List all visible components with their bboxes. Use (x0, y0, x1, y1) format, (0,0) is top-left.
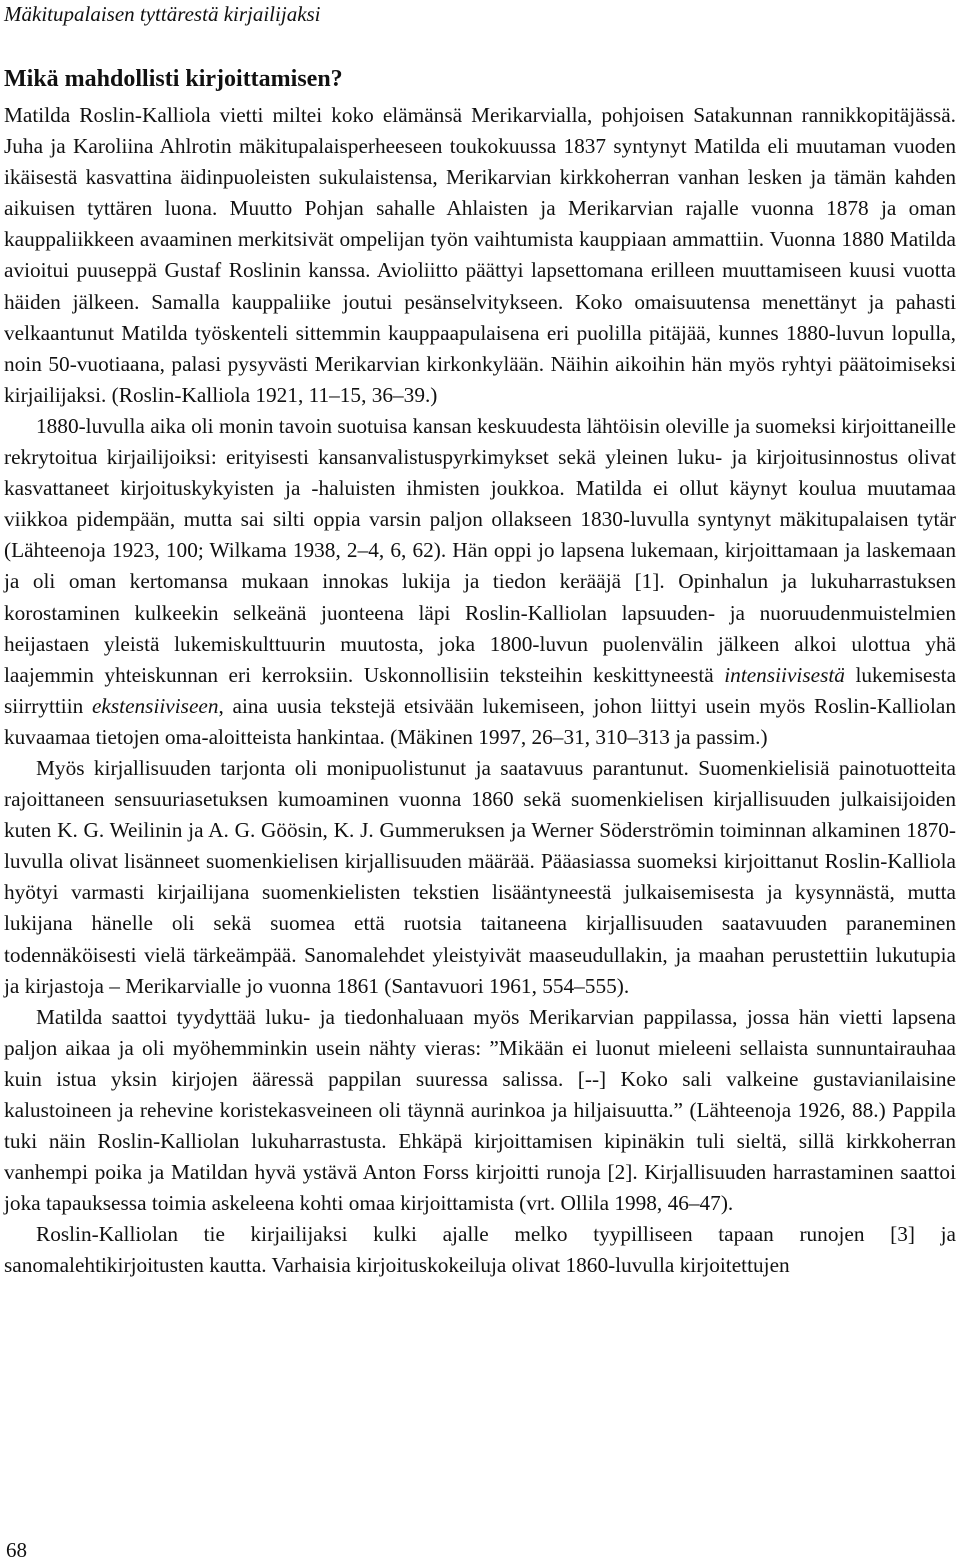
paragraph-1: Matilda Roslin-Kalliola vietti miltei koko elämänsä Merikarvialla, pohjoisen Satakunnan rannikkopitäjässä. Juha ja Karoliina Ahlrotin mäkitupalaisperheeseen toukokuussa 1837 syntynyt Matilda eli muutaman vuoden ikäisestä kasvattina äidinpuoleisten sukulaistensa, Merikarvian kirkkoherran vanhan lesken ja tämän kahden aikuisen tyttären luona. Muutto Pohjan sahalle Ahlaisten ja Merikarvian rajalle vuonna 1878 ja oman kauppaliikkeen avaaminen merkitsivät ompelijan työn vaihtumista kauppiaan ammattiin. Vuonna 1880 Matilda avioitui puuseppä Gustaf Roslinin kanssa. Avioliitto päättyi lapsettomana erilleen muuttamiseen kuusi vuotta häiden jälkeen. Samalla kauppaliike joutui pesänselvitykseen. Koko omaisuutensa menettänyt ja pahasti velkaantunut Matilda työskenteli sittemmin kauppaapulaisena eri puolilla pitäjää, kunnes 1880-luvun lopulla, noin 50-vuotiaana, palasi pysyvästi Merikarvian kirkonkylään. Näihin aikoihin hän myös ryhtyi päätoimiseksi kirjailijaksi. (Roslin-Kalliola 1921, 11–15, 36–39.) (4, 103, 956, 407)
paragraph-2 (4, 411, 956, 753)
section-heading: Mikä mahdollisti kirjoittamisen? (4, 66, 343, 92)
paragraph-4: Matilda saattoi tyydyttää luku- ja tiedonhaluaan myös Merikarvian pappilassa, jossa hän vietti lapsena paljon aikaa ja oli myöhemminkin usein nähty vieras: ”Mikään ei luonut mieleeni sellaista sunnuntairauhaa kuin istua yksin kirjojen ääressä pappilan suuressa salissa. [--] Koko sali valkeine gustavianilaisine kalustoineen ja rehevine koristekasveineen oli täynnä aurinkoa ja hiljaisuutta.” (Lähteenoja 1926, 88.) Pappila tuki näin Roslin-Kalliolan lukuharrastusta. Ehkäpä kirjoittamisen kipinäkin tuli sieltä, sillä kirkkoherran vanhempi poika ja Matildan hyvä ystävä Anton Forss kirjoitti runoja [2]. Kirjallisuuden harrastaminen saattoi joka tapauksessa toimia askeleena kohti omaa kirjoittamista (vrt. Ollila 1998, 46–47). (4, 1004, 956, 1216)
paragraph-2-part-1: 1880-luvulla aika oli monin tavoin suotuisa kansan keskuudesta lähtöisin oleville ja suomeksi kirjoittaneille rekrytoitua kirjailijoiksi: erityisesti kansanvalistuspyrkimykset sekä yleinen luku- ja kirjoitusinnostus olivat kasvattaneet kirjoituskykyisten ja -haluisten ihmisten joukkoa. Matilda ei ollut käynyt koulua muutamaa viikkoa pidempään, mutta sai silti oppia varsin paljon ollakseen 1830-luvulla syntynyt mäkitupalaisen tytär (Lähteenoja 1923, 100; Wilkama 1938, 2–4, 6, 62). Hän oppi jo lapsena lukemaan, kirjoittamaan ja laskemaan ja oli oman kertomansa mukaan innokas lukija ja tiedon kerääjä [1]. Opinhalun ja lukuharrastuksen korostaminen kulkeekin selkeänä juonteena läpi Roslin-Kalliolan lapsuuden- ja nuoruudenmuistelmien heijastaen yleistä lukemiskulttuurin muutosta, joka 1800-luvun puolenvälin jälkeen alkoi ulottua yhä laajemmin yhteiskunnan eri kerroksiin. Uskonnollisiin teksteihin keskittyneestä (4, 413, 956, 687)
running-title: Mäkitupalaisen tyttärestä kirjailijaksi (4, 2, 321, 26)
paragraph-2-part-2: lukemisesta siirryttiin (4, 662, 957, 718)
emphasis-extensive: ekstensiiviseen (91, 693, 219, 718)
page-number: 68 (6, 1538, 27, 1562)
paragraph-3: Myös kirjallisuuden tarjonta oli monipuolistunut ja saatavuus parantunut. Suomenkielisiä painotuotteita rajoittaneen sensuuriasetuksen kumoaminen vuonna 1860 sekä suomenkielisen kirjallisuuden julkaisijoiden kuten K. G. Weilinin ja A. G. Göösin, K. J. Gummeruksen ja Werner Söderströmin toiminnan alkaminen 1870-luvulla olivat lisänneet suomenkielisen kirjallisuuden määrää. Pääasiassa suomeksi kirjoittanut Roslin-Kalliola hyötyi varmasti kirjailijana suomenkielisten tekstien lisääntyneestä julkaisemisesta ja kysynnästä, mutta lukijana hänelle oli sekä suomea että ruotsia taitaneena kirjallisuuden saatavuuden paraneminen todennäköisesti vielä tärkeämpää. Sanomalehdet yleistyivät maaseudullakin, ja maahan perustettiin lukutupia ja kirjastoja – Merikarvialle jo vuonna 1861 (Santavuori 1961, 554–555). (4, 755, 956, 998)
paragraph-5: Roslin-Kalliolan tie kirjailijaksi kulki ajalle melko tyypilliseen tapaan runojen [3] ja sanomalehtikirjoitusten kautta. Varhaisia kirjoituskokeiluja olivat 1860-luvulla kirjoitettujen (4, 1222, 956, 1278)
emphasis-intensive: intensiivisestä (724, 662, 845, 687)
body-text (4, 100, 956, 1282)
document-page (4, 0, 956, 1282)
paragraph-2-part-3: , aina uusia tekstejä etsivään lukemiseen, johon liittyi usein myös Roslin-Kalliolan kuvaamaa tietojen oma-aloitteista hankintaa. (Mäkinen 1997, 26–31, 310–313 ja passim.) (4, 693, 956, 749)
